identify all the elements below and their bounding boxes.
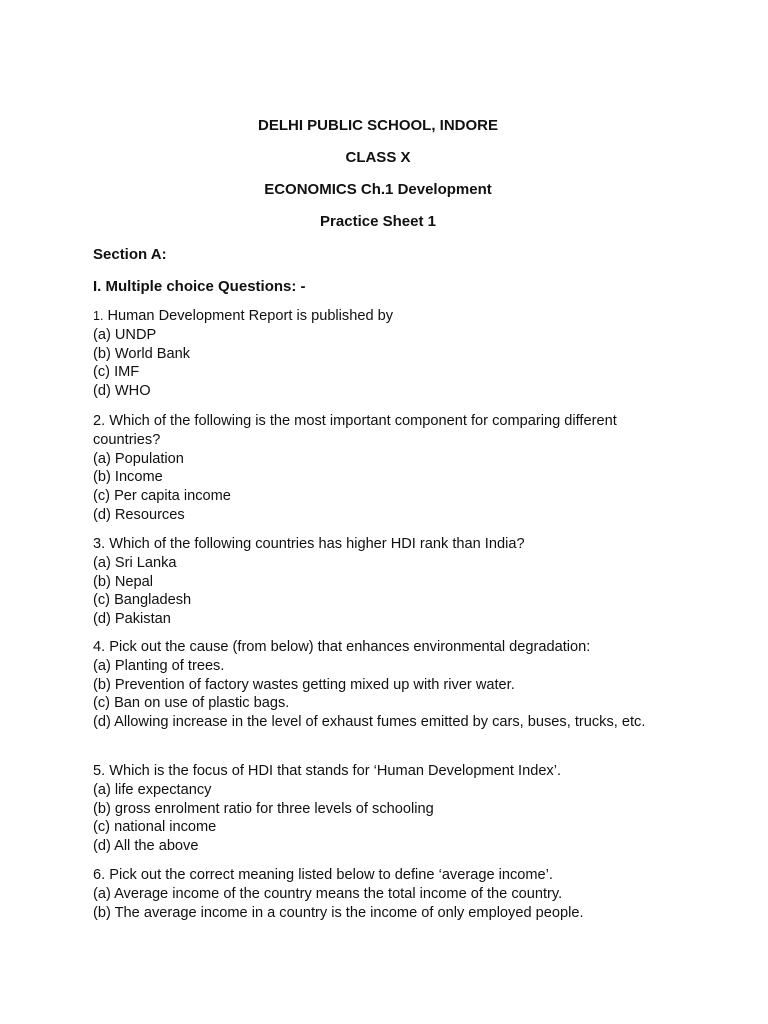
question-5	[93, 762, 678, 856]
option: (b) Prevention of factory wastes getting mixed up with river water.	[93, 676, 515, 693]
option: (b) Nepal	[93, 573, 154, 590]
option: (a) Average income of the country means the total income of the country.	[93, 885, 563, 902]
option: (a) life expectancy	[93, 781, 212, 798]
option: (c) IMF	[93, 364, 140, 381]
question-text: 3. Which of the following countries has higher HDI rank than India?	[93, 536, 525, 552]
question-2	[93, 412, 678, 525]
question-text: 5. Which is the focus of HDI that stands for ‘Human Development Index’.	[93, 763, 562, 779]
question-text	[93, 307, 678, 326]
option: (b) The average income in a country is the income of only employed people.	[93, 904, 584, 921]
option: (c) national income	[93, 819, 217, 836]
option: (b) gross enrolment ratio for three levels of schooling	[93, 800, 434, 817]
question-6	[93, 866, 678, 922]
option: (a) UNDP	[93, 326, 157, 343]
option: (b) Income	[93, 469, 163, 486]
question-text: 2. Which of the following is the most important component for comparing different countries?	[93, 413, 617, 448]
option: (c) Per capita income	[93, 488, 231, 505]
question-1	[93, 307, 678, 401]
option: (d) Pakistan	[93, 611, 171, 628]
option: (b) World Bank	[93, 345, 191, 362]
mcq-heading: I. Multiple choice Questions: -	[93, 278, 306, 295]
subject-title: ECONOMICS Ch.1 Development	[264, 181, 492, 198]
option: (a) Sri Lanka	[93, 554, 177, 571]
option: (a) Planting of trees.	[93, 657, 225, 674]
option: (d) Allowing increase in the level of exhaust fumes emitted by cars, buses, trucks, etc.	[93, 714, 646, 731]
option: (c) Bangladesh	[93, 592, 192, 609]
option: (c) Ban on use of plastic bags.	[93, 695, 290, 712]
question-text: 6. Pick out the correct meaning listed below to define ‘average income’.	[93, 867, 553, 883]
question-stem: Human Development Report is published by	[103, 308, 394, 324]
class-title: CLASS X	[345, 149, 411, 166]
school-title: DELHI PUBLIC SCHOOL, INDORE	[257, 117, 498, 134]
option: (d) Resources	[93, 506, 185, 523]
question-4	[93, 638, 678, 732]
sheet-title: Practice Sheet 1	[320, 213, 436, 230]
option: (d) All the above	[93, 838, 199, 855]
option: (a) Population	[93, 450, 184, 467]
option: (d) WHO	[93, 383, 151, 400]
question-number: 1.	[93, 309, 104, 323]
section-heading: Section A:	[93, 246, 167, 263]
question-3	[93, 535, 678, 629]
question-text: 4. Pick out the cause (from below) that enhances environmental degradation:	[93, 639, 591, 655]
